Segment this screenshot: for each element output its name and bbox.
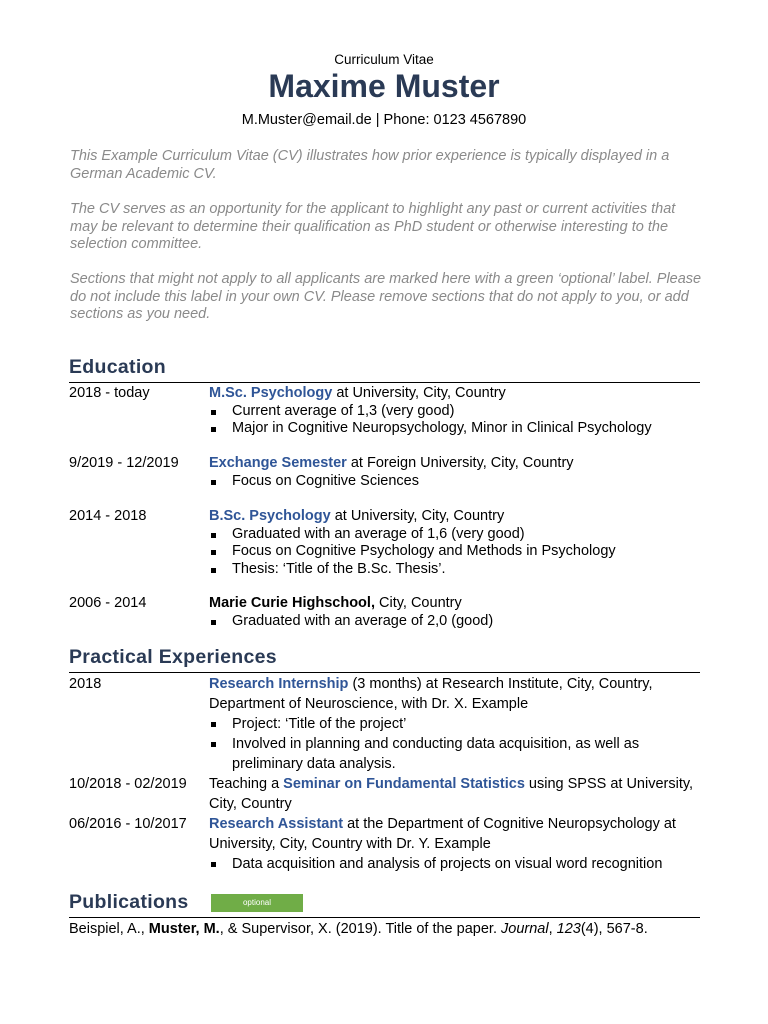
list-item: Focus on Cognitive Sciences xyxy=(209,473,701,491)
pub-pages: (4), 567-8. xyxy=(580,921,648,937)
entry-body xyxy=(209,674,701,774)
pub-authors: Beispiel, A., xyxy=(69,921,149,937)
list-item: Data acquisition and analysis of projects on visual word recognition xyxy=(209,854,701,874)
entry-detail: (3 months) at Research Institute, City, Country, Department of Neuroscience, with Dr. X. Example xyxy=(209,676,653,712)
optional-badge: optional xyxy=(211,894,303,912)
entry-date: 06/2016 - 10/2017 xyxy=(69,816,187,832)
pub-separator: , xyxy=(548,921,557,937)
entry-detail: at Foreign University, City, Country xyxy=(346,455,574,471)
section-title-education: Education xyxy=(69,356,166,378)
entry-date: 2018 - today xyxy=(69,385,150,401)
entry-title: Seminar on Fundamental Statistics xyxy=(283,776,525,792)
entry-bullets xyxy=(209,526,701,579)
pub-title: , & Supervisor, X. (2019). Title of the paper. xyxy=(219,921,501,937)
entry-date: 2006 - 2014 xyxy=(69,595,147,611)
entry-bullets xyxy=(209,714,701,774)
applicant-name: Maxime Muster xyxy=(268,68,500,104)
list-item: Focus on Cognitive Psychology and Methods in Psychology xyxy=(209,543,701,561)
entry-date: 2014 - 2018 xyxy=(69,508,147,524)
section-divider xyxy=(69,917,700,918)
intro-paragraph: Sections that might not apply to all applicants are marked here with a green ‘optional’ label. Please do not include this label in your own CV. Please remove sections that do not apply to you, or add sections as you need. xyxy=(70,271,702,322)
entry-title: Marie Curie Highschool, xyxy=(209,595,375,611)
section-divider xyxy=(69,672,700,673)
entry-date: 10/2018 - 02/2019 xyxy=(69,776,187,792)
entry-body xyxy=(209,595,701,630)
entry-bullets xyxy=(209,473,701,491)
intro-paragraph: This Example Curriculum Vitae (CV) illustrates how prior experience is typically displayed in a German Academic CV. xyxy=(70,148,670,182)
entry-bullets xyxy=(209,613,701,631)
entry-body xyxy=(209,508,701,578)
list-item: Current average of 1,3 (very good) xyxy=(209,403,701,421)
section-title-publications: Publications xyxy=(69,891,189,913)
entry-detail: City, Country xyxy=(374,595,462,611)
entry-bullets xyxy=(209,854,701,874)
entry-date: 2018 xyxy=(69,676,102,692)
entry-detail: at the Department of Cognitive Neuropsychology at University, City, Country with Dr. Y. Example xyxy=(209,816,676,852)
list-item: Thesis: ‘Title of the B.Sc. Thesis’. xyxy=(209,561,701,579)
section-title-experience: Practical Experiences xyxy=(69,646,277,668)
entry-body xyxy=(209,814,701,874)
list-item: Project: ‘Title of the project’ xyxy=(209,714,701,734)
section-divider xyxy=(69,382,700,383)
document-subtitle: Curriculum Vitae xyxy=(334,52,434,67)
pub-volume: 123 xyxy=(556,921,581,937)
list-item: Graduated with an average of 1,6 (very good) xyxy=(209,526,701,544)
entry-date: 9/2019 - 12/2019 xyxy=(69,455,179,471)
entry-body xyxy=(209,774,701,814)
entry-title: Exchange Semester xyxy=(209,455,347,471)
entry-prefix: Teaching a xyxy=(209,776,284,792)
entry-detail: using SPSS at University, City, Country xyxy=(209,776,694,812)
pub-author-self: Muster, M. xyxy=(148,921,220,937)
pub-journal: Journal xyxy=(501,921,549,937)
entry-body xyxy=(209,455,701,490)
intro-paragraph: The CV serves as an opportunity for the applicant to highlight any past or current activities that may be relevant to determine their qualification as PhD student or otherwise interesting to the selection committee. xyxy=(70,201,676,252)
entry-detail: at University, City, Country xyxy=(332,385,506,401)
entry-title: M.Sc. Psychology xyxy=(209,385,333,401)
entry-title: Research Assistant xyxy=(209,816,344,832)
entry-bullets xyxy=(209,403,701,438)
entry-detail: at University, City, Country xyxy=(330,508,505,524)
list-item: Graduated with an average of 2,0 (good) xyxy=(209,613,701,631)
contact-line: M.Muster@email.de | Phone: 0123 4567890 xyxy=(241,112,527,128)
list-item: Involved in planning and conducting data acquisition, as well as preliminary data analysis. xyxy=(209,734,701,774)
entry-body xyxy=(209,385,701,438)
entry-title: Research Internship xyxy=(209,676,349,692)
list-item: Major in Cognitive Neuropsychology, Minor in Clinical Psychology xyxy=(209,420,701,438)
publication-item xyxy=(69,920,709,938)
entry-title: B.Sc. Psychology xyxy=(209,508,331,524)
